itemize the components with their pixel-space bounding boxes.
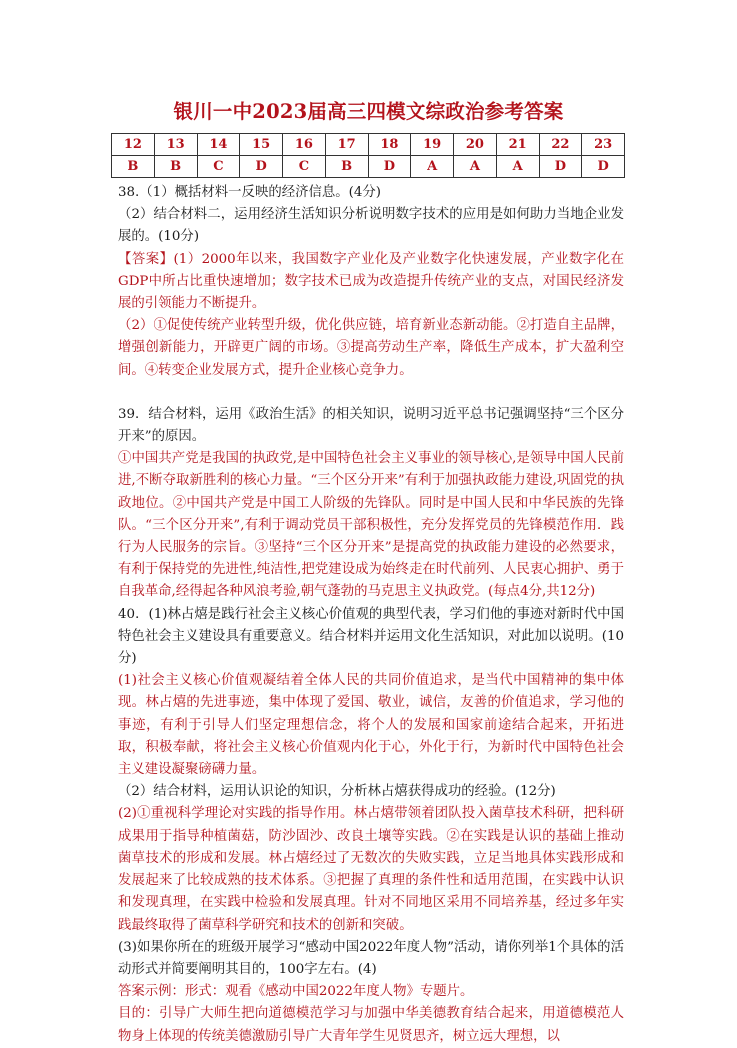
answer-letter-cell: B: [154, 156, 197, 178]
question-number-cell: 14: [197, 134, 240, 156]
question-number-cell: 19: [411, 134, 454, 156]
q40-answer-part3-form: 答案示例：形式：观看《感动中国2022年度人物》专题片。: [118, 984, 474, 1000]
q38-part1-prompt: 38.（1）概括材料一反映的经济信息。(4分): [118, 185, 382, 200]
question-number-cell: 17: [325, 134, 368, 156]
answer-letter-cell: B: [325, 156, 368, 178]
q40-part2-prompt: （2）结合材料，运用认识论的知识，分析林占熺获得成功的经验。(12分): [118, 784, 556, 800]
q40-answer-part1: (1)社会主义核心价值观凝结着全体人民的共同价值追求，是当代中国精神的集中体现。林占熺的先进事迹，集中体现了爱国、敬业，诚信，友善的价值追求，学习他的事迹，有利于引导人们坚定理想信念，将个人的发展和国家前途结合起来，开拓进取，积极奉献，将社会主义核心价值观内化于心，外化于行，为新时代中国特色社会主义建设凝聚磅礴力量。: [118, 673, 624, 778]
answer-letter-cell: A: [411, 156, 454, 178]
question-number-cell: 23: [582, 134, 625, 156]
q38-part2-prompt: （2）结合材料二，运用经济生活知识分析说明数字技术的应用是如何助力当地企业发展的。(10分): [118, 207, 624, 245]
q40-answer-part3-purpose: 目的：引导广大师生把向道德模范学习与加强中华美德教育结合起来，用道德模范人物身上体现的传统美德激励引导广大青年学生见贤思齐，树立远大理想，以: [118, 1006, 624, 1044]
question-number-row: [112, 134, 625, 156]
question-number-cell: 15: [240, 134, 283, 156]
question-number-cell: 12: [112, 134, 155, 156]
answer-letter-cell: D: [539, 156, 582, 178]
q39-prompt: 39．结合材料，运用《政治生活》的相关知识，说明习近平总书记强调坚持“三个区分开来”的原因。: [118, 406, 624, 445]
question-number-cell: 18: [368, 134, 411, 156]
answer-letter-cell: D: [240, 156, 283, 178]
question-number-cell: 22: [539, 134, 582, 156]
q40-part1-prompt: 40．(1)林占熺是践行社会主义核心价值观的典型代表，学习们他的事迹对新时代中国特色社会主义建设具有重要意义。结合材料并运用文化生活知识，对此加以说明。(10分): [118, 606, 624, 667]
q38-answer-part2: （2）①促使传统产业转型升级，优化供应链，培育新业态新动能。②打造自主品牌，增强创新能力，开辟更广阔的市场。③提高劳动生产率，降低生产成本，扩大盈利空间。④转变企业发展方式，提升企业核心竞争力。: [118, 318, 624, 378]
answer-letter-cell: C: [197, 156, 240, 178]
answer-letter-cell: A: [496, 156, 539, 178]
answer-letter-cell: D: [368, 156, 411, 178]
q39-answer: ①中国共产党是我国的执政党,是中国特色社会主义事业的领导核心,是领导中国人民前进,不断夺取新胜利的核心力量。“三个区分开来”有利于加强执政能力建设,巩固党的执政地位。②中国共产党是中国工人阶级的先锋队。同时是中国人民和中华民族的先锋队。“三个区分开来”,有利于调动党员干部积极性，充分发挥党员的先锋模范作用．践行为人民服务的宗旨。③坚持“三个区分开来”是提高党的执政能力建设的必然要求，有利于保持党的先进性,纯洁性,把党建设成为始终走在时代前列、人民衷心拥护、勇于自我革命,经得起各种风浪考验,朝气蓬勃的马克思主义执政党。(每点4分,共12分): [118, 451, 624, 600]
section-spacer: [118, 382, 624, 404]
answer-letter-cell: C: [283, 156, 326, 178]
question-number-cell: 13: [154, 134, 197, 156]
q40-answer-part2: (2)①重视科学理论对实践的指导作用。林占熺带领着团队投入菌草技术科研，把科研成果用于指导种植菌菇，防沙固沙、改良土壤等实践。②在实践是认识的基础上推动菌草技术的形成和发展。林占熺经过了无数次的失败实践，立足当地具体实践形成和发展起来了比较成熟的技术体系。③把握了真理的条件性和适用范围，在实践中认识和发现真理，在实践中检验和发展真理。针对不同地区采用不同培养基，经过多年实践最终取得了菌草科学研究和技术的创新和突破。: [118, 806, 624, 933]
answer-letter-row: [112, 156, 625, 178]
answer-content: [118, 182, 624, 1048]
q40-part3-prompt: (3)如果你所在的班级开展学习“感动中国2022年度人物”活动，请你列举1个具体的活动形式并简要阐明其目的，100字左右。(4): [118, 939, 624, 977]
document-title: 银川一中2023届高三四模文综政治参考答案: [173, 100, 564, 123]
question-number-cell: 16: [283, 134, 326, 156]
q38-answer-part1: 【答案】(1）2000年以来，我国数字产业化及产业数字化快速发展，产业数字化在GDP中所占比重快速增加；数字技术已成为改造提升传统产业的支点，对国民经济发展的引领能力不断提升。: [118, 251, 624, 312]
answer-letter-cell: D: [582, 156, 625, 178]
question-number-cell: 20: [454, 134, 497, 156]
question-number-cell: 21: [496, 134, 539, 156]
answer-letter-cell: B: [112, 156, 155, 178]
answer-table: [111, 133, 625, 178]
answer-letter-cell: A: [454, 156, 497, 178]
